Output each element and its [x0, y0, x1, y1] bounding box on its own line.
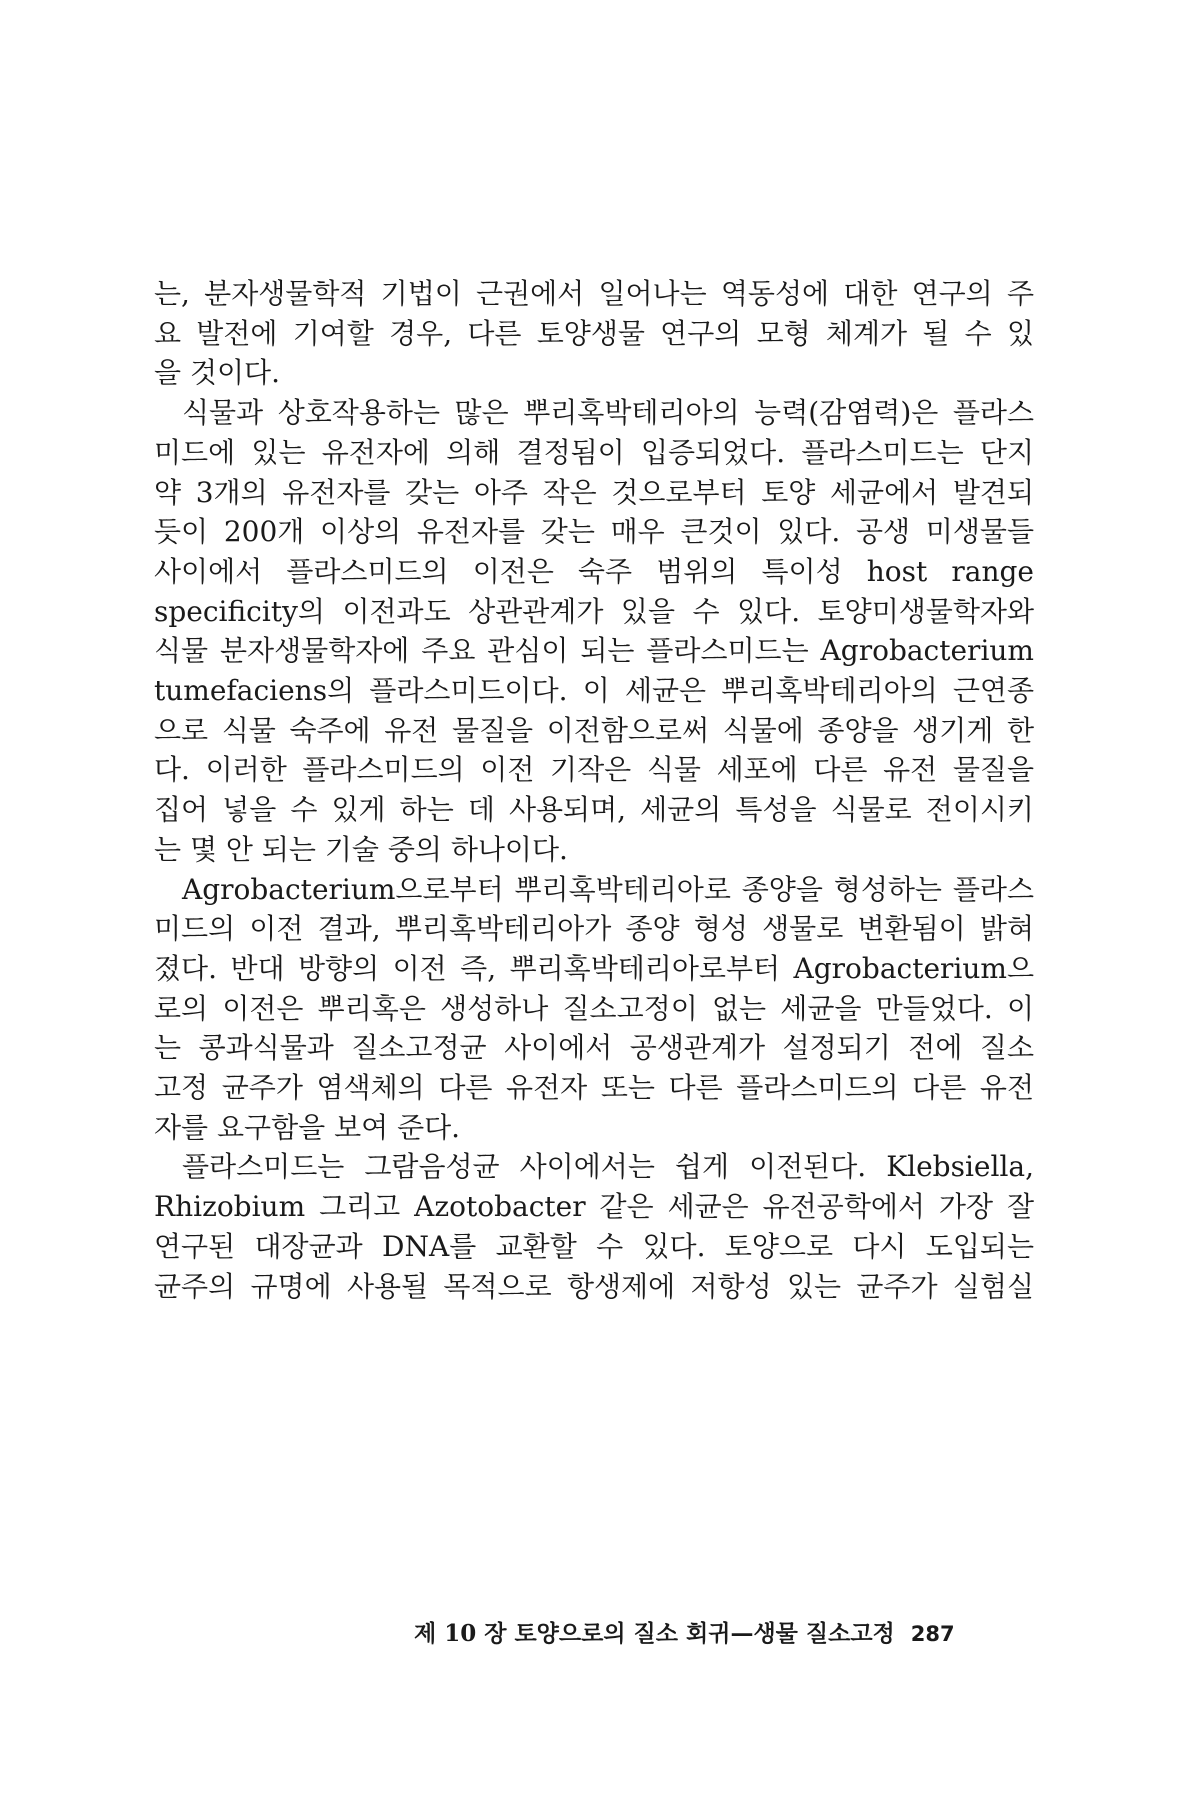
body-line: 듯이 200개 이상의 유전자를 갖는 매우 큰것이 있다. 공생 미생물들 — [154, 515, 1034, 549]
body-line: Agrobacterium으로부터 뿌리혹박테리아로 종양을 형성하는 플라스 — [182, 872, 1034, 906]
body-line: 다. 이러한 플라스미드의 이전 기작은 식물 세포에 다른 유전 물질을 — [154, 753, 1034, 787]
body-line: 졌다. 반대 방향의 이전 즉, 뿌리혹박테리아로부터 Agrobacterium으 — [154, 951, 1034, 985]
body-line: 균주의 규명에 사용될 목적으로 항생제에 저항성 있는 균주가 실험실 — [154, 1269, 1034, 1303]
body-line: 집어 넣을 수 있게 하는 데 사용되며, 세균의 특성을 식물로 전이시키 — [154, 793, 1034, 827]
chapter-title: 제 10 장 토양으로의 질소 회귀—생물 질소고정 — [414, 1620, 895, 1647]
body-line: 는, 분자생물학적 기법이 근권에서 일어나는 역동성에 대한 연구의 주 — [154, 277, 1034, 310]
body-line: 로의 이전은 뿌리혹은 생성하나 질소고정이 없는 세균을 만들었다. 이 — [154, 991, 1034, 1025]
body-line: 식물 분자생물학자에 주요 관심이 되는 플라스미드는 Agrobacterium — [154, 634, 1034, 668]
body-line: 요 발전에 기여할 경우, 다른 토양생물 연구의 모형 체계가 될 수 있 — [154, 316, 1034, 350]
body-line: 식물과 상호작용하는 많은 뿌리혹박테리아의 능력(감염력)은 플라스 — [182, 396, 1034, 430]
body-line: specificity의 이전과도 상관관계가 있을 수 있다. 토양미생물학자와 — [154, 594, 1034, 628]
page-body — [154, 274, 1034, 1306]
body-line: 미드의 이전 결과, 뿌리혹박테리아가 종양 형성 생물로 변환됨이 밝혀 — [154, 912, 1034, 946]
body-line: 으로 식물 숙주에 유전 물질을 이전함으로써 식물에 종양을 생기게 한 — [154, 713, 1034, 747]
body-line: 고정 균주가 염색체의 다른 유전자 또는 다른 플라스미드의 다른 유전 — [154, 1071, 1034, 1105]
body-line: 약 3개의 유전자를 갖는 아주 작은 것으로부터 토양 세균에서 발견되 — [154, 475, 1034, 509]
body-line: tumefaciens의 플라스미드이다. 이 세균은 뿌리혹박테리아의 근연종 — [154, 674, 1034, 708]
body-line: 는 몇 안 되는 기술 중의 하나이다. — [154, 832, 568, 866]
body-line: 자를 요구함을 보여 준다. — [154, 1110, 461, 1144]
page-number: 287 — [910, 1622, 955, 1646]
body-line: 는 콩과식물과 질소고정균 사이에서 공생관계가 설정되기 전에 질소 — [154, 1031, 1034, 1065]
body-line: 사이에서 플라스미드의 이전은 숙주 범위의 특이성 host range — [154, 554, 1034, 588]
body-line: 연구된 대장균과 DNA를 교환할 수 있다. 토양으로 다시 도입되는 — [154, 1229, 1034, 1263]
body-line: Rhizobium 그리고 Azotobacter 같은 세균은 유전공학에서 가장 잘 — [154, 1190, 1034, 1224]
body-line: 미드에 있는 유전자에 의해 결정됨이 입증되었다. 플라스미드는 단지 — [154, 435, 1034, 469]
body-line: 플라스미드는 그람음성균 사이에서는 쉽게 이전된다. Klebsiella, — [182, 1150, 1034, 1184]
body-line: 을 것이다. — [154, 356, 280, 390]
